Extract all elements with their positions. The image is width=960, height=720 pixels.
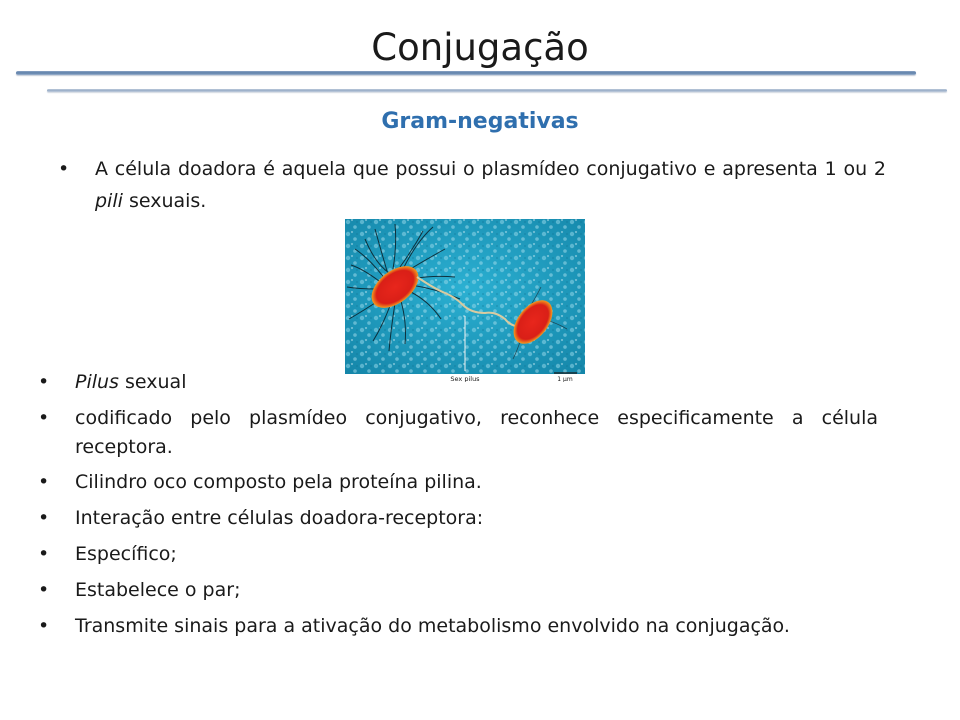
bullet-text-part: Cilindro oco composto pela proteína pilina. [75, 471, 482, 493]
bullet-icon: • [38, 407, 50, 429]
title-divider-secondary [47, 89, 947, 92]
micrograph-image [345, 219, 585, 382]
pilus-bullet-item [38, 612, 878, 641]
bullet-icon: • [38, 543, 50, 565]
bullet-text-part: A célula doadora é aquela que possui o plasmídeo conjugativo e apresenta 1 ou 2 [95, 158, 886, 180]
pilus-bullet-item [38, 540, 878, 569]
slide-title: Conjugação [371, 26, 589, 69]
bullet-text-part: codificado pelo plasmídeo conjugativo, reconhece especificamente a célula receptora. [75, 407, 878, 458]
bullet-text-part: sexuais. [122, 190, 207, 212]
pilus-label: Sex pilus [450, 375, 480, 382]
pilus-bullet-item [38, 468, 878, 497]
bullet-text-part: Interação entre células doadora-receptora: [75, 507, 484, 529]
scale-bar-label: 1 μm [557, 376, 573, 382]
micrograph-figure [345, 219, 585, 382]
intro-bullet-list [58, 153, 886, 217]
bullet-text-part: Específico; [75, 543, 177, 565]
bullet-text-part: sexual [118, 371, 187, 393]
section-subtitle: Gram-negativas [381, 109, 579, 134]
intro-bullet-item [58, 153, 886, 217]
pilus-bullet-item [38, 504, 878, 533]
pilus-bullet-list [38, 368, 878, 647]
bullet-text-part: Estabelece o par; [75, 579, 241, 601]
pilus-bullet-item [38, 576, 878, 605]
bullet-icon: • [38, 615, 50, 637]
title-divider-primary [16, 71, 916, 75]
bullet-icon: • [58, 158, 70, 180]
pilus-bullet-item [38, 368, 878, 397]
bullet-text-part: Transmite sinais para a ativação do metabolismo envolvido na conjugação. [75, 615, 790, 637]
pilus-bullet-item [38, 404, 878, 462]
bullet-icon: • [38, 579, 50, 601]
bullet-icon: • [38, 471, 50, 493]
bullet-text-italic-part: pili [95, 190, 123, 212]
bullet-icon: • [38, 507, 50, 529]
bullet-icon: • [38, 371, 50, 393]
bullet-text-italic-part: Pilus [75, 371, 119, 393]
